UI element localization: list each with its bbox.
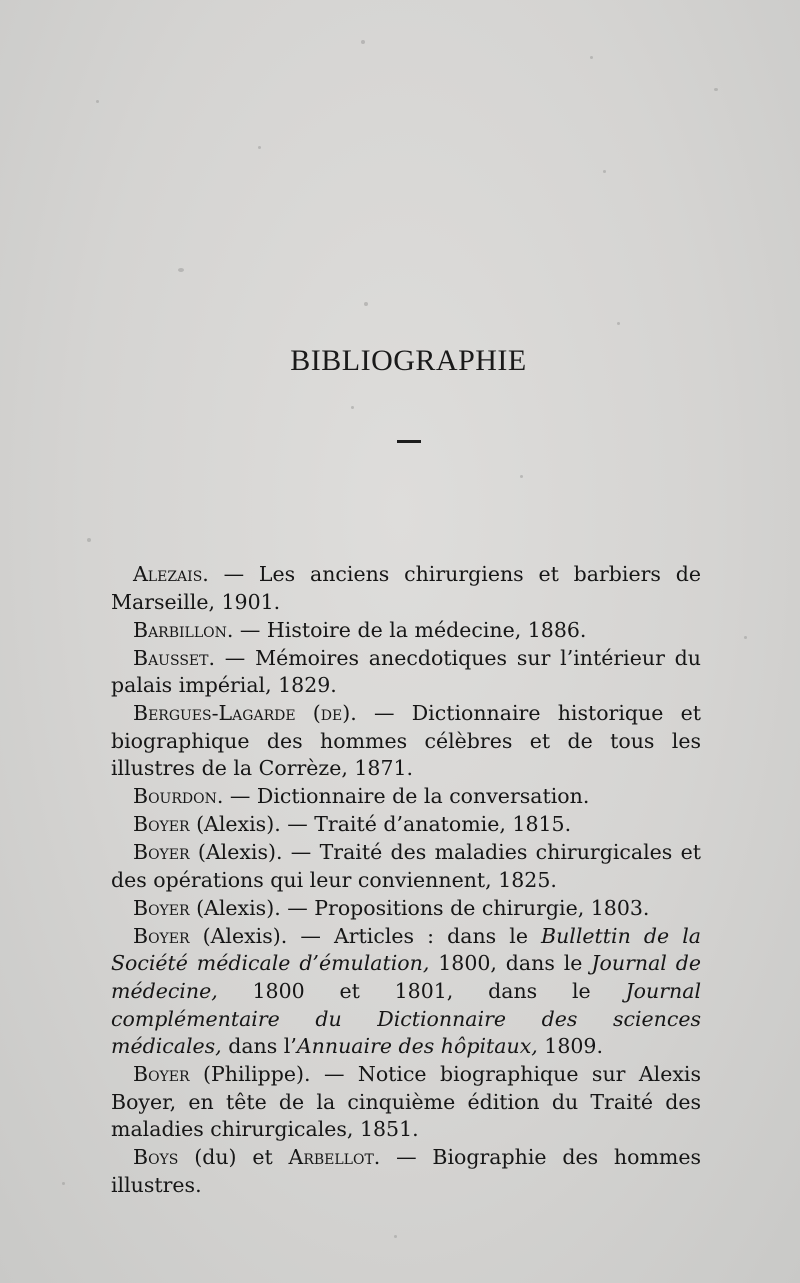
entry-text: (Alexis). — Articles : dans le [189, 923, 542, 948]
title-separator-rule [397, 440, 421, 443]
bibliography-entry [111, 561, 701, 616]
entry-text: — Les anciens chirurgiens et barbiers de Marseille, 1901. [111, 562, 701, 614]
paper-speck [351, 406, 354, 409]
paper-speck [62, 1182, 65, 1185]
bibliography-entry [111, 839, 701, 894]
entry-text: (Alexis). — Traité des maladies chirurgicales et des opérations qui leur conviennent, 1825. [111, 840, 701, 892]
entry-author: Bourdon. [133, 784, 224, 809]
paper-speck [394, 1235, 397, 1238]
entry-author: Boyer [133, 923, 190, 948]
entry-text: — Histoire de la médecine, 1886. [233, 617, 587, 642]
entry-italic-title: Bullettin de la Société médicale d’émulation, [111, 923, 701, 976]
entry-author: Boyer [133, 812, 190, 837]
bibliography-entry [111, 1061, 701, 1144]
bibliography-entry [111, 811, 701, 839]
entry-italic-title: Journal de médecine, [111, 951, 701, 1004]
bibliography-entry [111, 783, 701, 811]
bibliography-entry [111, 1144, 701, 1199]
entry-author: Alezais. [133, 562, 209, 586]
paper-speck [178, 268, 184, 272]
paper-speck [617, 322, 620, 325]
bibliography-entry [111, 923, 701, 1061]
entry-italic-title: Journal complémentaire du Dictionnaire des sciences médicales, [111, 979, 701, 1059]
entry-italic-title: Annuaire des hôpitaux, [296, 1034, 538, 1059]
entry-text: 1800, dans le [429, 951, 592, 976]
entry-author: Boys [133, 1145, 179, 1170]
entry-text: 1800 et 1801, dans le [217, 979, 626, 1004]
entry-text: 1809. [537, 1034, 603, 1059]
entry-text: (du) et [178, 1145, 289, 1170]
entry-text: (Alexis). — Traité d’anatomie, 1815. [189, 812, 572, 837]
entry-text: dans l’ [221, 1034, 297, 1059]
entry-author: Bausset. [133, 645, 215, 670]
entry-text: (Philippe). — Notice biographique sur Alexis Boyer, en tête de la cinquième édition du Traité des maladies chirurgicales, 1851. [111, 1062, 701, 1142]
entry-text: — Dictionnaire historique et biographique des hommes célèbres et de tous les illustres de la Corrèze, 1871. [111, 701, 701, 781]
entry-text: — Dictionnaire de la conversation. [223, 784, 590, 809]
bibliography-entry [111, 617, 701, 645]
paper-speck [96, 100, 99, 103]
bibliography-list [111, 561, 701, 1200]
entry-text: — Mémoires anecdotiques sur l’intérieur du palais impérial, 1829. [111, 645, 701, 698]
page-title: BIBLIOGRAPHIE [290, 344, 527, 377]
paper-speck [361, 40, 365, 44]
bibliography-entry [111, 645, 701, 700]
paper-speck [364, 302, 368, 306]
entry-author: Arbellot. [288, 1145, 381, 1170]
entry-text: (Alexis). — Propositions de chirurgie, 1803. [189, 895, 650, 920]
entry-text: — Biographie des hommes illustres. [111, 1145, 701, 1197]
paper-speck [87, 538, 91, 542]
paper-speck [603, 170, 606, 173]
paper-speck [744, 636, 747, 639]
entry-author: Bergues-Lagarde (de). [133, 701, 357, 726]
paper-speck [590, 56, 593, 59]
paper-speck [258, 146, 261, 149]
entry-author: Boyer [133, 1062, 190, 1087]
bibliography-entry [111, 700, 701, 783]
paper-speck [520, 475, 523, 478]
entry-author: Barbillon. [133, 617, 234, 642]
entry-author: Boyer [133, 840, 190, 865]
bibliography-entry [111, 895, 701, 923]
paper-speck [714, 88, 718, 91]
entry-author: Boyer [133, 895, 190, 920]
